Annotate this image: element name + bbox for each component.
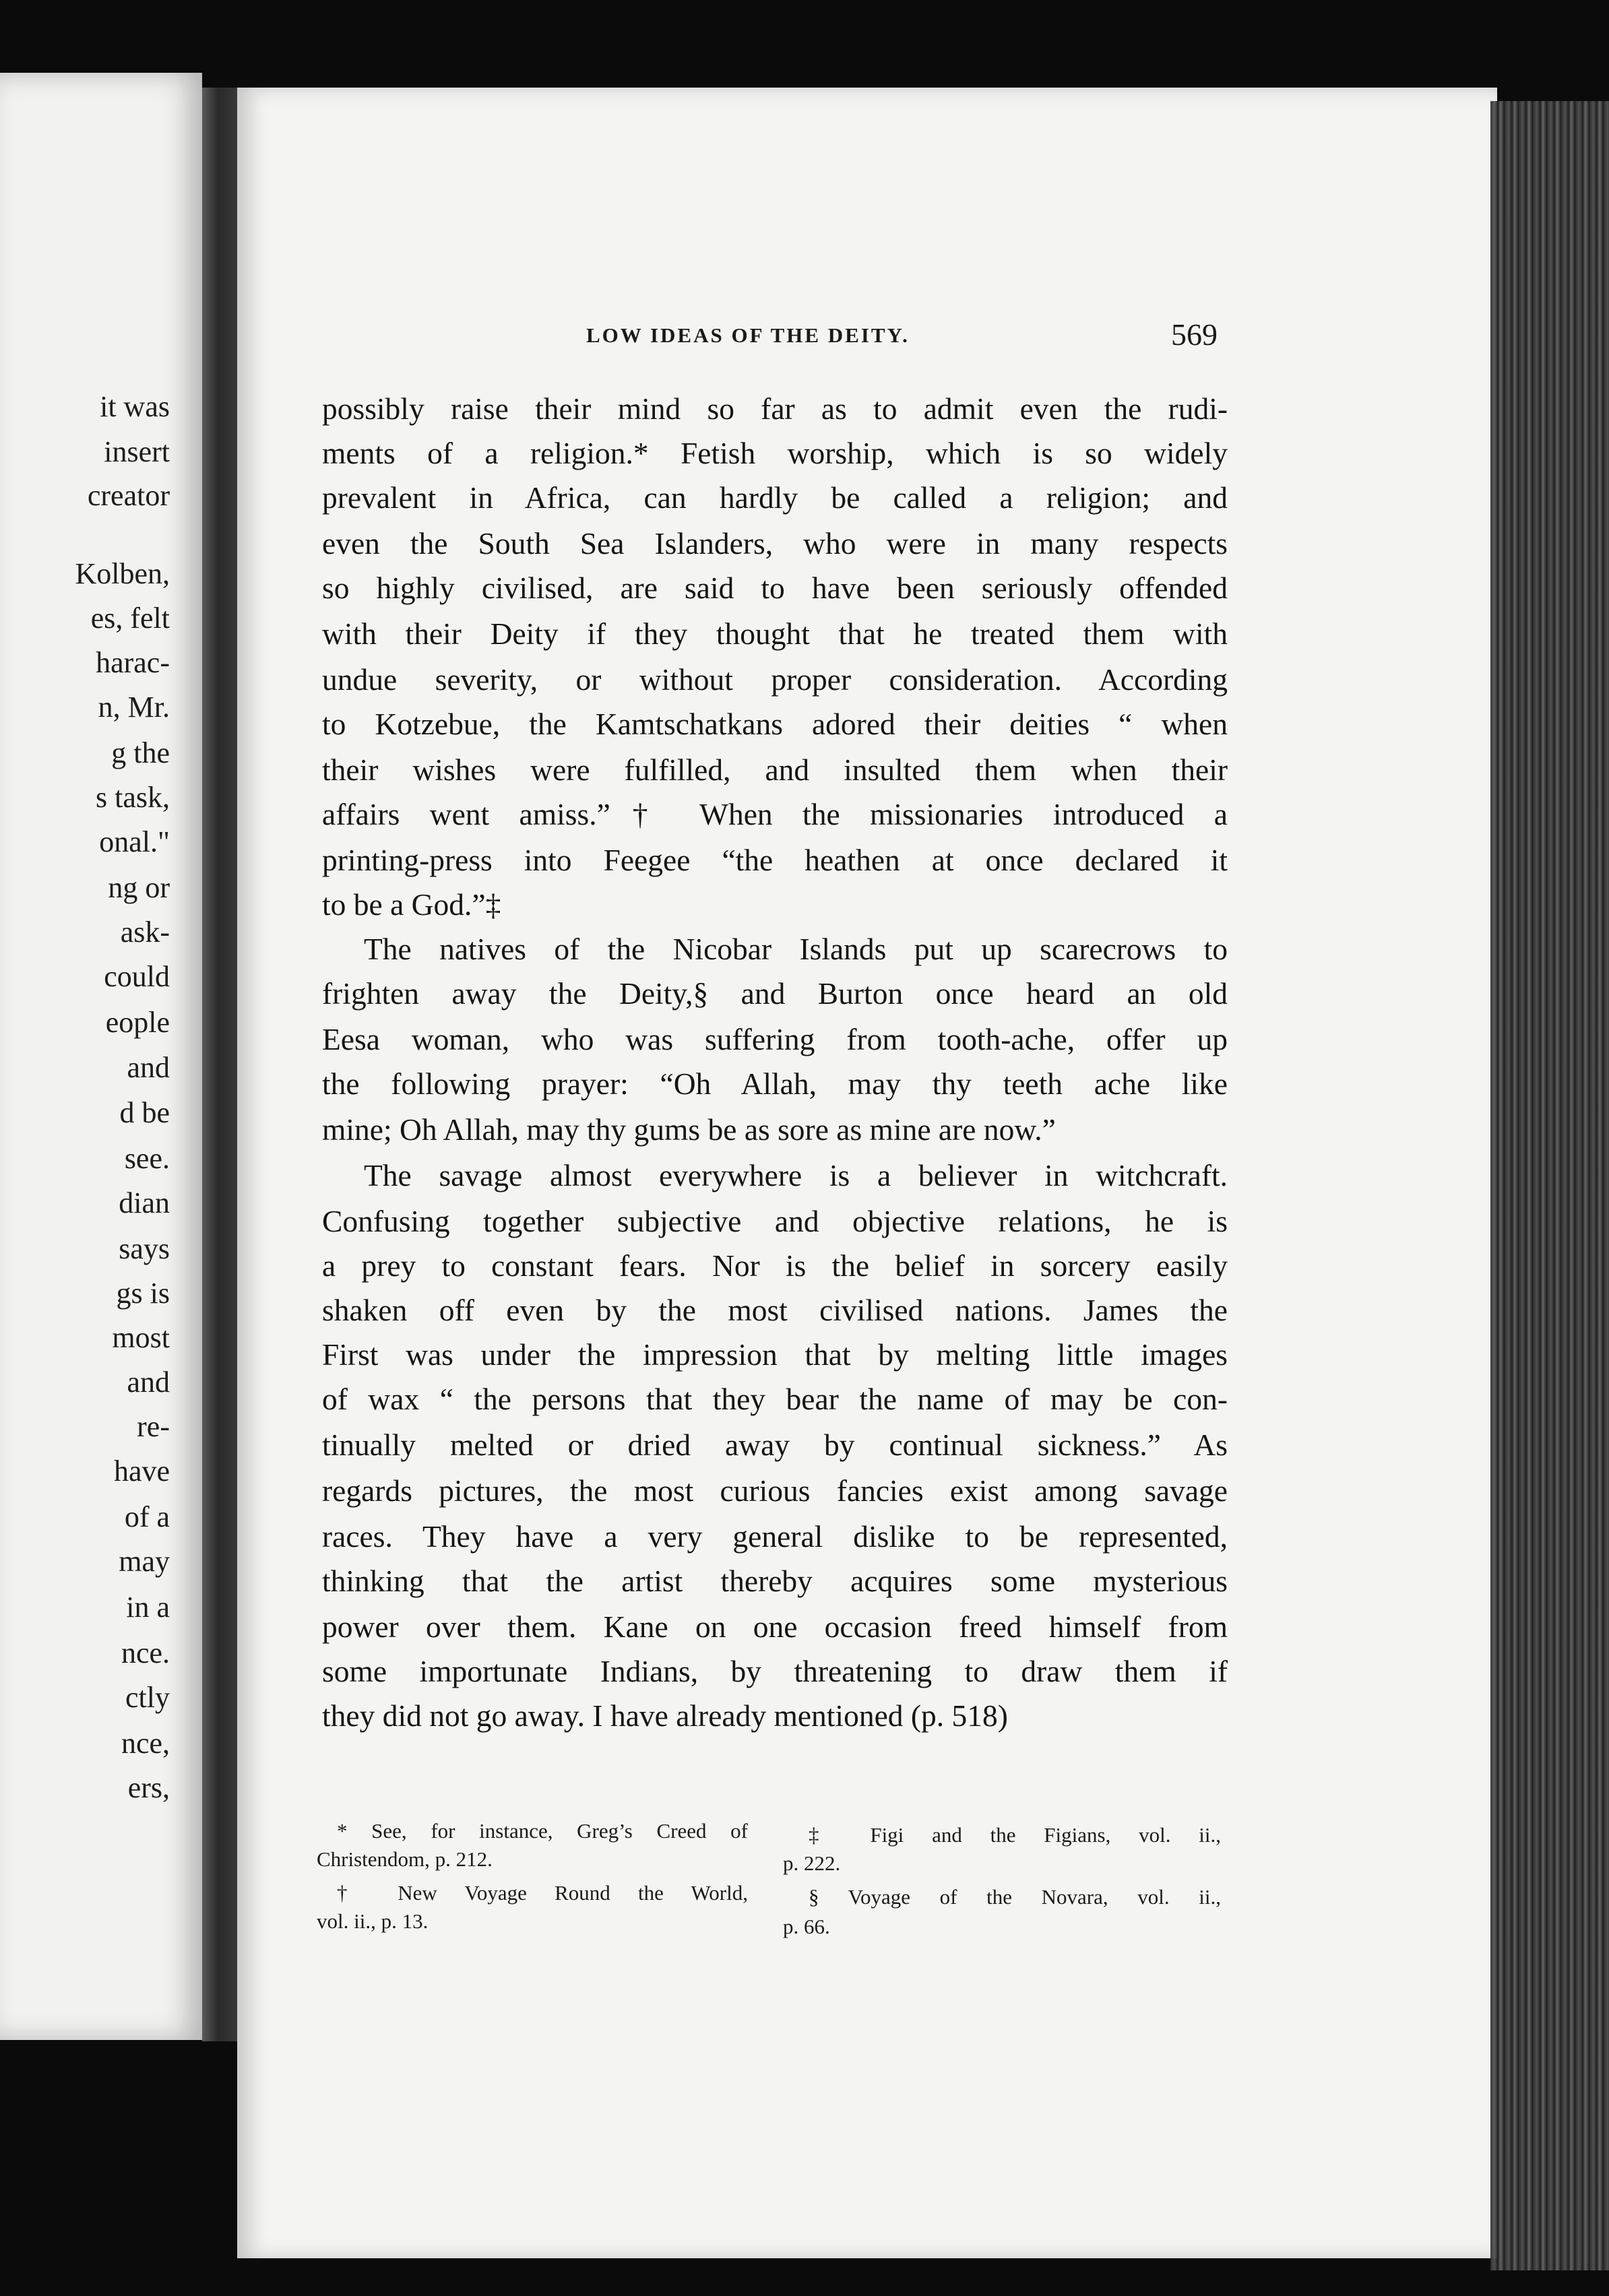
body-line: prevalent in Africa, can hardly be called a religion; and	[322, 480, 1228, 515]
left-page-fragment: most	[112, 1321, 170, 1354]
left-page-fragment: and	[127, 1051, 170, 1084]
running-head: LOW IDEAS OF THE DEITY.	[586, 323, 910, 347]
footnote-line: Christendom, p. 212.	[317, 1847, 493, 1871]
left-page-fragment: ask-	[120, 916, 170, 949]
footnote-line: † New Voyage Round the World,	[337, 1881, 748, 1905]
body-line: so highly civilised, are said to have been seriously offended	[322, 571, 1228, 605]
footnote-line: ‡ Figi and the Figians, vol. ii.,	[809, 1823, 1221, 1847]
body-line: Eesa woman, who was suffering from tooth-ache, offer up	[322, 1022, 1228, 1056]
left-page-fragment: ng or	[108, 871, 170, 904]
book-gutter	[202, 88, 243, 2041]
body-line: thinking that the artist thereby acquires some mysterious	[322, 1564, 1228, 1598]
body-line: printing-press into Feegee “the heathen at once declared it	[322, 843, 1228, 877]
left-page-fragment: gs is	[116, 1277, 170, 1310]
body-line: to Kotzebue, the Kamtschatkans adored their deities “ when	[322, 707, 1228, 741]
body-line: power over them. Kane on one occasion freed himself from	[322, 1609, 1228, 1644]
left-page-fragment: dian	[119, 1186, 170, 1219]
left-page-fragment: es, felt	[90, 602, 170, 635]
left-page-fragment: ers,	[127, 1771, 170, 1804]
body-line: of wax “ the persons that they bear the name of may be con-	[322, 1382, 1228, 1416]
left-page-fragment: onal."	[99, 825, 170, 858]
body-line: mine; Oh Allah, may thy gums be as sore as mine are now.”	[322, 1112, 1056, 1147]
left-page-fragment: in a	[126, 1591, 170, 1624]
body-line: tinually melted or dried away by continual sickness.” As	[322, 1428, 1228, 1462]
body-line: possibly raise their mind so far as to admit even the rudi-	[322, 391, 1228, 426]
body-line: regards pictures, the most curious fancies exist among savage	[322, 1473, 1228, 1508]
left-page-fragment: of a	[124, 1500, 170, 1533]
body-line: races. They have a very general dislike to be represented,	[322, 1519, 1228, 1554]
left-page-fragment: could	[104, 960, 170, 993]
body-line: The natives of the Nicobar Islands put up scarecrows to	[364, 932, 1228, 966]
left-page-fragment: re-	[137, 1410, 170, 1443]
body-line: to be a God.”‡	[322, 887, 501, 922]
body-line: a prey to constant fears. Nor is the belief in sorcery easily	[322, 1248, 1228, 1283]
left-page-fragment: s task,	[96, 781, 170, 814]
left-page-fragment: see.	[124, 1142, 170, 1175]
left-facing-page	[0, 73, 202, 2040]
left-page-fragment: insert	[104, 435, 170, 468]
left-page-fragment: says	[119, 1232, 170, 1265]
left-page-fragment: and	[127, 1366, 170, 1399]
left-page-fragment: d be	[119, 1096, 170, 1129]
body-line: ments of a religion.* Fetish worship, which is so widely	[322, 436, 1228, 470]
page-number: 569	[1171, 317, 1218, 352]
body-line: their wishes were fulfilled, and insulted them when their	[322, 753, 1228, 787]
left-page-fragment: creator	[87, 479, 170, 512]
body-line: shaken off even by the most civilised nations. James the	[322, 1293, 1228, 1327]
body-line: even the South Sea Islanders, who were in many respects	[322, 526, 1228, 561]
left-page-fragment: harac-	[96, 646, 170, 679]
body-line: some importunate Indians, by threatening to draw them if	[322, 1654, 1228, 1688]
body-line: First was under the impression that by melting little images	[322, 1337, 1228, 1372]
left-page-fragment: ctly	[125, 1681, 170, 1714]
left-page-fragment: eople	[105, 1006, 170, 1039]
body-line: frighten away the Deity,§ and Burton once heard an old	[322, 976, 1228, 1011]
left-page-fragment: nce,	[121, 1727, 170, 1760]
body-line: The savage almost everywhere is a believer in witchcraft.	[364, 1158, 1228, 1192]
page-edges	[1490, 101, 1609, 2270]
body-line: they did not go away. I have already mentioned (p. 518)	[322, 1698, 1008, 1733]
left-page-fragment: g the	[111, 736, 170, 769]
footnote-line: § Voyage of the Novara, vol. ii.,	[809, 1885, 1221, 1909]
left-page-fragment: it was	[100, 390, 170, 423]
left-page-fragment: may	[119, 1545, 170, 1578]
footnote-line: p. 222.	[783, 1851, 841, 1875]
footnote-line: p. 66.	[783, 1915, 830, 1938]
body-line: the following prayer: “Oh Allah, may thy teeth ache like	[322, 1066, 1228, 1101]
body-line: Confusing together subjective and objective relations, he is	[322, 1204, 1228, 1238]
body-line: with their Deity if they thought that he treated them with	[322, 616, 1228, 651]
left-page-fragment: have	[113, 1455, 170, 1488]
body-line: undue severity, or without proper consideration. According	[322, 662, 1228, 697]
left-page-fragment: n, Mr.	[98, 691, 170, 724]
body-line: affairs went amiss.”† When the missionaries introduced a	[322, 797, 1228, 831]
footnote-line: * See, for instance, Greg’s Creed of	[337, 1819, 748, 1843]
left-page-fragment: Kolben,	[75, 557, 170, 590]
footnote-line: vol. ii., p. 13.	[317, 1909, 429, 1933]
left-page-fragment: nce.	[121, 1636, 170, 1669]
